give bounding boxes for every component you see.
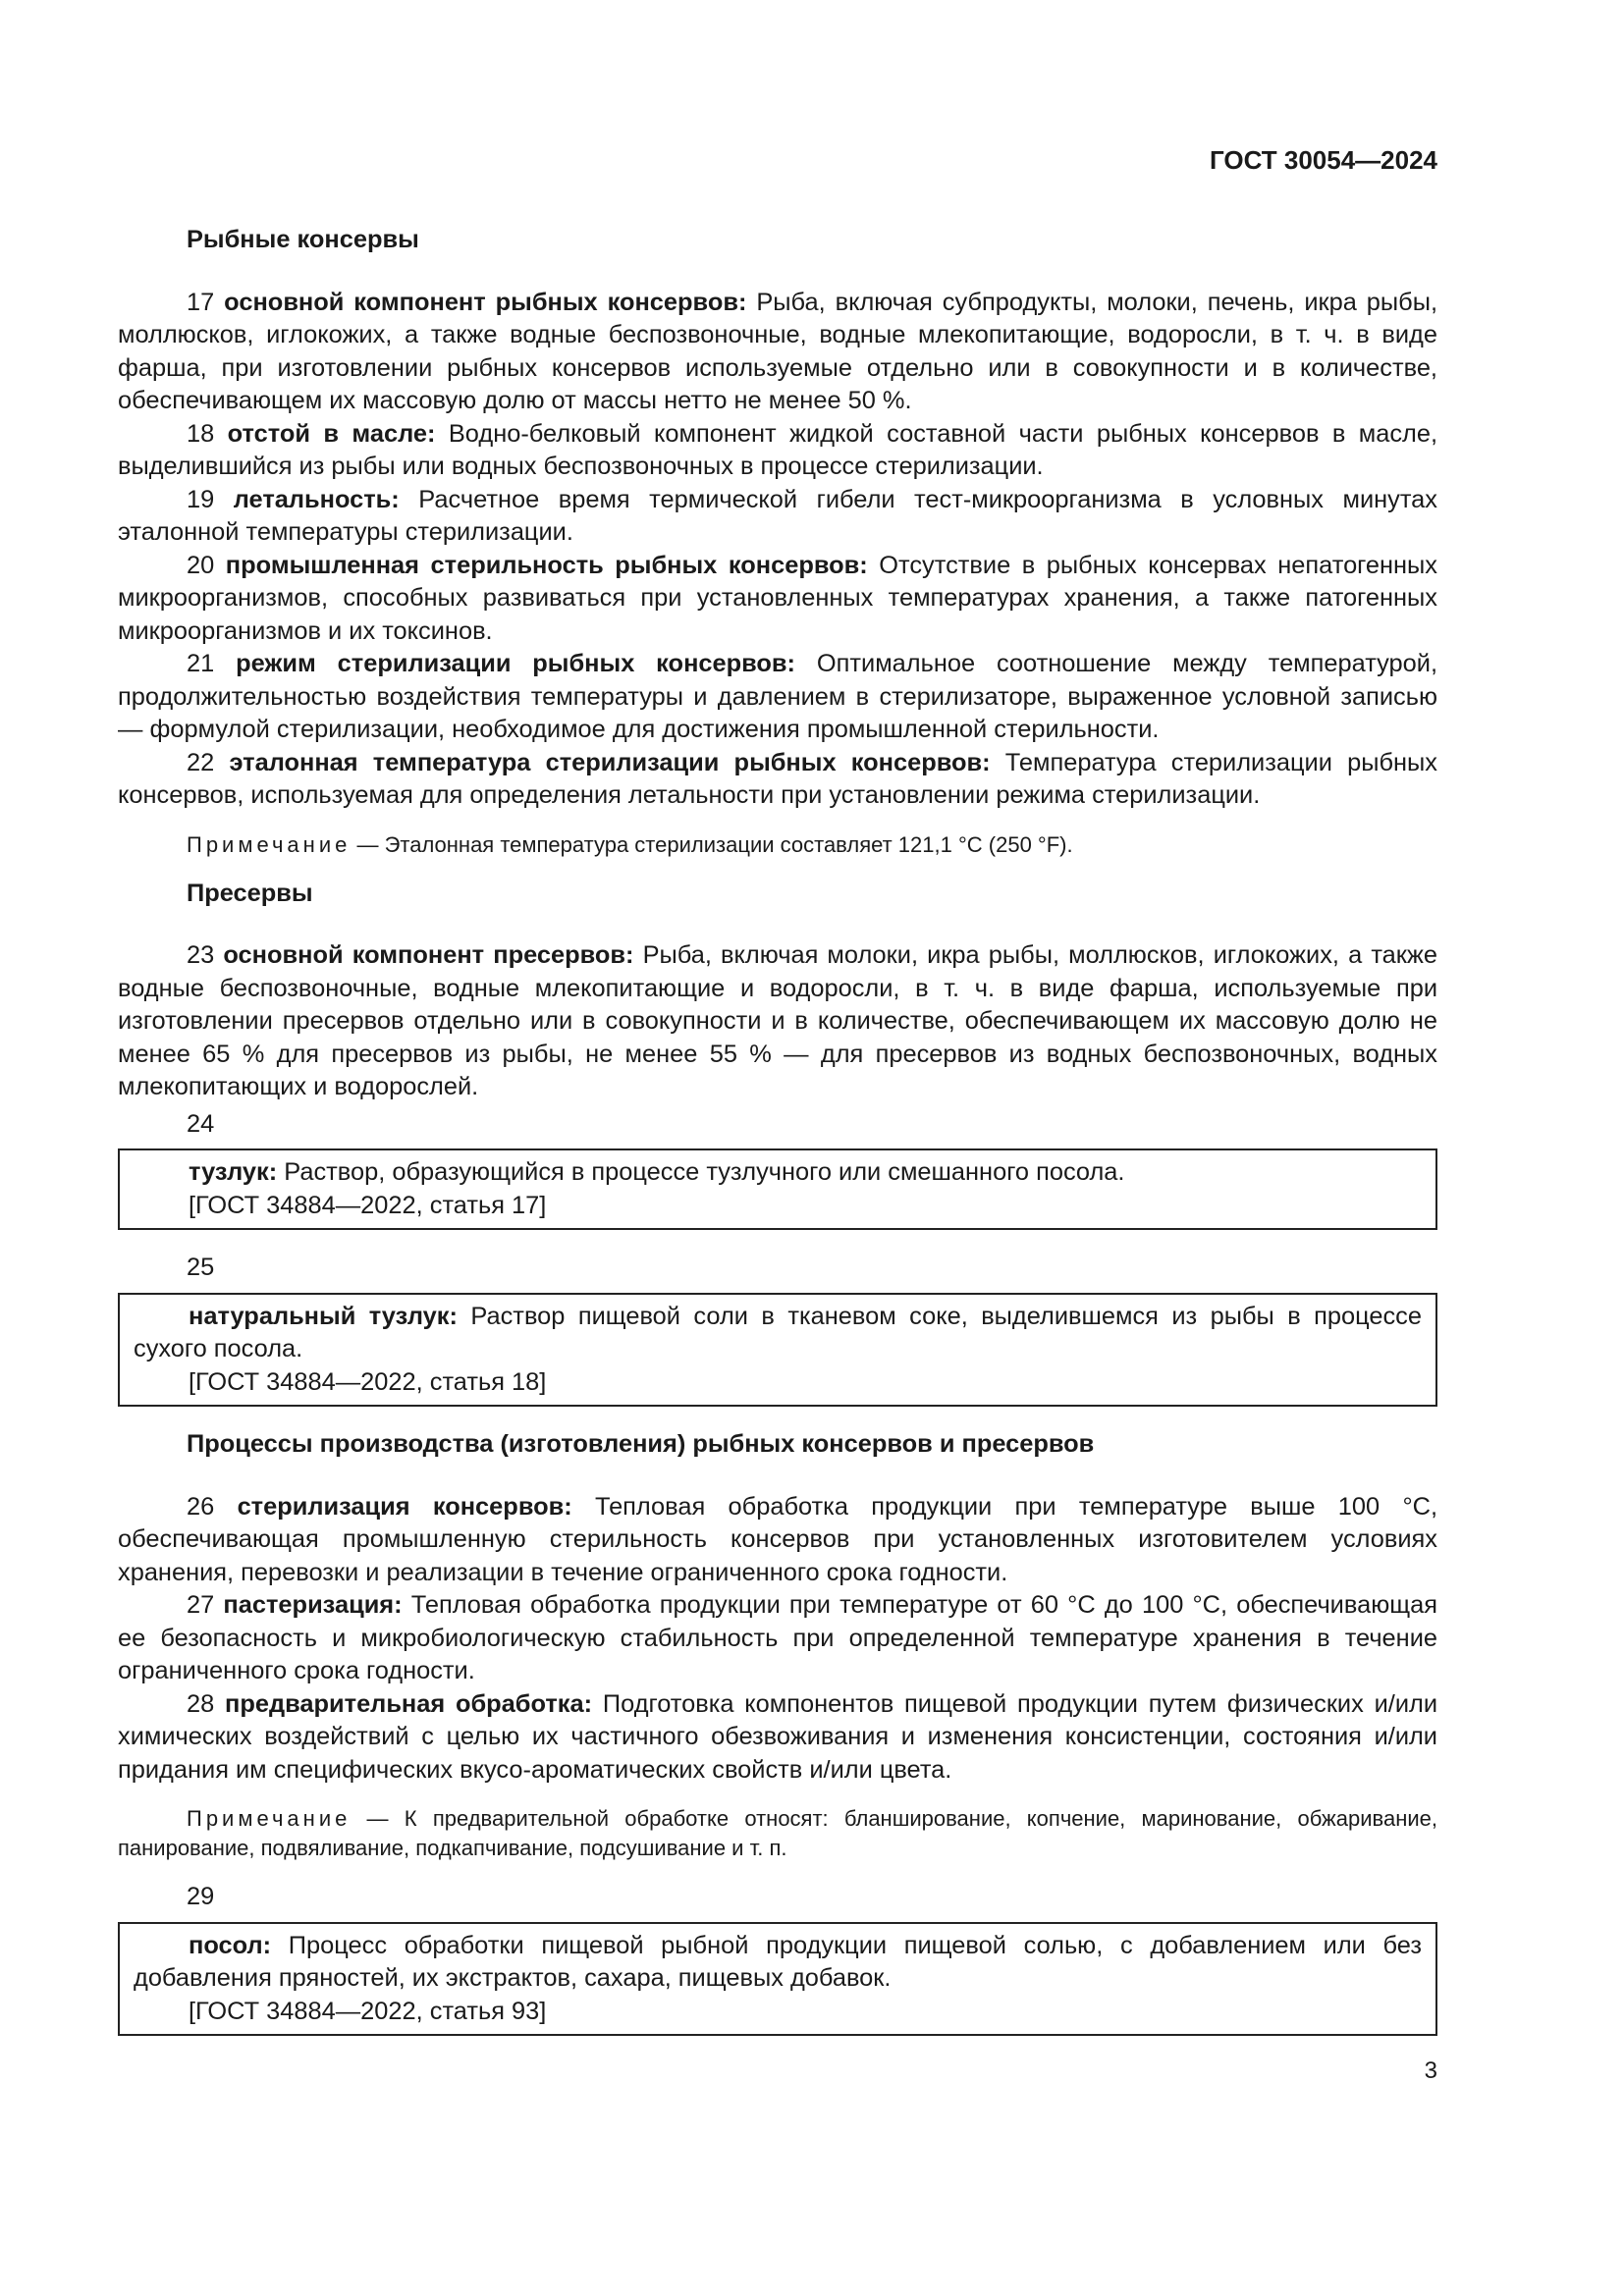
entry-number: 17 <box>187 288 225 316</box>
entry-term: летальность: <box>233 485 400 513</box>
entry-number: 18 <box>187 419 228 448</box>
entry-28 <box>118 1688 1437 1788</box>
entry-definition: Процесс обработки пищевой рыбной продукции пищевой солью, с добавлением или без добавления пряностей, их экстрактов, сахара, пищевых добавок. <box>134 1931 1422 1992</box>
entry-26 <box>118 1491 1437 1590</box>
entry-term: промышленная стерильность рыбных консервов: <box>225 551 868 579</box>
entry-29 <box>134 1930 1422 1996</box>
entry-definition: Водно-белковый компонент жидкой составной части рыбных консервов в масле, выделившийся из рыбы или водных беспозвоночных в процессе стерилизации. <box>118 419 1438 480</box>
entry-term: пастеризация: <box>223 1591 403 1619</box>
entry-term: основной компонент пресервов: <box>223 941 634 969</box>
quoted-term-box-29 <box>118 1922 1437 2037</box>
note-text: — Эталонная температура стерилизации составляет 121,1 °С (250 °F). <box>351 831 1073 857</box>
section-title-preserves: Пресервы <box>187 879 313 907</box>
note-reference-temperature <box>118 830 1437 860</box>
entry-term: тузлук: <box>189 1158 278 1186</box>
entry-number: 21 <box>187 650 237 677</box>
note-pretreatment <box>118 1804 1437 1863</box>
entry-definition: Расчетное время термической гибели тест-микроорганизма в условных минутах эталонной температуры стерилизации. <box>118 485 1438 546</box>
entry-definition: Отсутствие в рыбных консервах непатогенных микроорганизмов, способных развиваться при установленных температурах хранения, а также патогенных микроорганизмов и их токсинов. <box>118 551 1437 645</box>
entry-definition: Рыба, включая субпродукты, молоки, печень, икра рыбы, моллюсков, иглокожих, а также водные беспозвоночные, водные млекопитающие, водоросли, в т. ч. в виде фарша, при изготовлении рыбных консервов используемые отдельно или в совокупности и в количестве, обеспечивающем их массовую долю от массы нетто не менее 50 %. <box>118 288 1437 414</box>
entry-source: [ГОСТ 34884—2022, статья 93] <box>189 1997 547 2025</box>
entry-27 <box>118 1589 1437 1688</box>
entry-number: 20 <box>187 551 226 579</box>
entry-term: посол: <box>189 1931 272 1959</box>
entry-definition: Тепловая обработка продукции при температуре от 60 °С до 100 °С, обеспечивающая ее безопасность и микробиологическую стабильность при определенной температуре хранения в течение ограниченного срока годности. <box>118 1591 1437 1684</box>
entry-source: [ГОСТ 34884—2022, статья 18] <box>189 1367 547 1396</box>
entry-number: 19 <box>187 485 234 513</box>
entry-term: основной компонент рыбных консервов: <box>224 288 747 316</box>
entry-definition: Температура стерилизации рыбных консервов, используемая для определения летальности при установлении режима стерилизации. <box>118 748 1437 809</box>
entry-term: эталонная температура стерилизации рыбных консервов: <box>229 748 991 776</box>
entry-number: 26 <box>187 1492 238 1521</box>
document-id: ГОСТ 30054—2024 <box>1210 145 1437 175</box>
entry-number: 27 <box>187 1591 224 1619</box>
entry-number-24: 24 <box>187 1109 215 1138</box>
entry-definition: Раствор, образующийся в процессе тузлучного или смешанного посола. <box>277 1158 1125 1186</box>
entry-number: 22 <box>187 748 230 776</box>
entry-20 <box>118 550 1437 649</box>
entry-term: предварительная обработка: <box>225 1689 593 1718</box>
entry-22 <box>118 747 1437 813</box>
entry-source: [ГОСТ 34884—2022, статья 17] <box>189 1191 547 1219</box>
entry-term: стерилизация консервов: <box>237 1492 572 1521</box>
entry-definition: Раствор пищевой соли в тканевом соке, выделившемся из рыбы в процессе сухого посола. <box>134 1302 1422 1362</box>
quoted-term-box-25 <box>118 1293 1437 1408</box>
note-label: Примечание <box>187 1806 352 1831</box>
entry-23 <box>118 939 1437 1104</box>
entry-term: режим стерилизации рыбных консервов: <box>236 650 796 677</box>
section-title-fish: Рыбные консервы <box>187 226 419 253</box>
note-label: Примечание <box>187 831 352 857</box>
entry-definition: Подготовка компонентов пищевой продукции путем физических и/или химических воздействий с целью их частичного обезвоживания и изменения консистенции, состояния и/или придания им специфических вкусо-ароматических свойств и/или цвета. <box>118 1689 1438 1784</box>
page-number: 3 <box>1424 2057 1437 2084</box>
quoted-term-box-24 <box>118 1148 1437 1230</box>
entry-definition: Оптимальное соотношение между температурой, продолжительностью воздействия температуры и давлением в стерилизаторе, выраженное условной записью — формулой стерилизации, необходимое для достижения промышленной стерильности. <box>118 650 1437 743</box>
entry-21 <box>118 648 1437 747</box>
entry-term: натуральный тузлук: <box>189 1302 458 1330</box>
page-content <box>118 224 1437 2057</box>
entry-number: 28 <box>187 1689 226 1718</box>
entry-number: 23 <box>187 941 224 969</box>
entry-19 <box>118 484 1437 550</box>
entry-25 <box>134 1301 1422 1366</box>
entry-24 <box>134 1156 1422 1190</box>
note-text: — К предварительной обработке относят: бланширование, копчение, маринование, обжаривание, панирование, подвяливание, подкапчивание, подсушивание и т. п. <box>118 1806 1437 1860</box>
entry-number-25: 25 <box>187 1254 215 1281</box>
section-title-processes: Процессы производства (изготовления) рыбных консервов и пресервов <box>187 1430 1095 1458</box>
entry-term: отстой в масле: <box>227 419 436 448</box>
entry-definition: Тепловая обработка продукции при температуре выше 100 °С, обеспечивающая промышленную стерильность консервов при установленных изготовителем условиях хранения, перевозки и реализации в течение ограниченного срока годности. <box>118 1492 1438 1586</box>
entry-definition: Рыба, включая молоки, икра рыбы, моллюсков, иглокожих, а также водные беспозвоночные, водные млекопитающие и водоросли, в т. ч. в виде фарша, используемые при изготовлении пресервов отдельно или в совокупности и в количестве, обеспечивающем их массовую долю не менее 65 % для пресервов из рыбы, не менее 55 % — для пресервов из водных беспозвоночных, водных млекопитающих и водорослей. <box>118 941 1438 1100</box>
entry-18 <box>118 418 1437 484</box>
entry-number-29: 29 <box>187 1883 215 1910</box>
entry-17 <box>118 287 1437 418</box>
